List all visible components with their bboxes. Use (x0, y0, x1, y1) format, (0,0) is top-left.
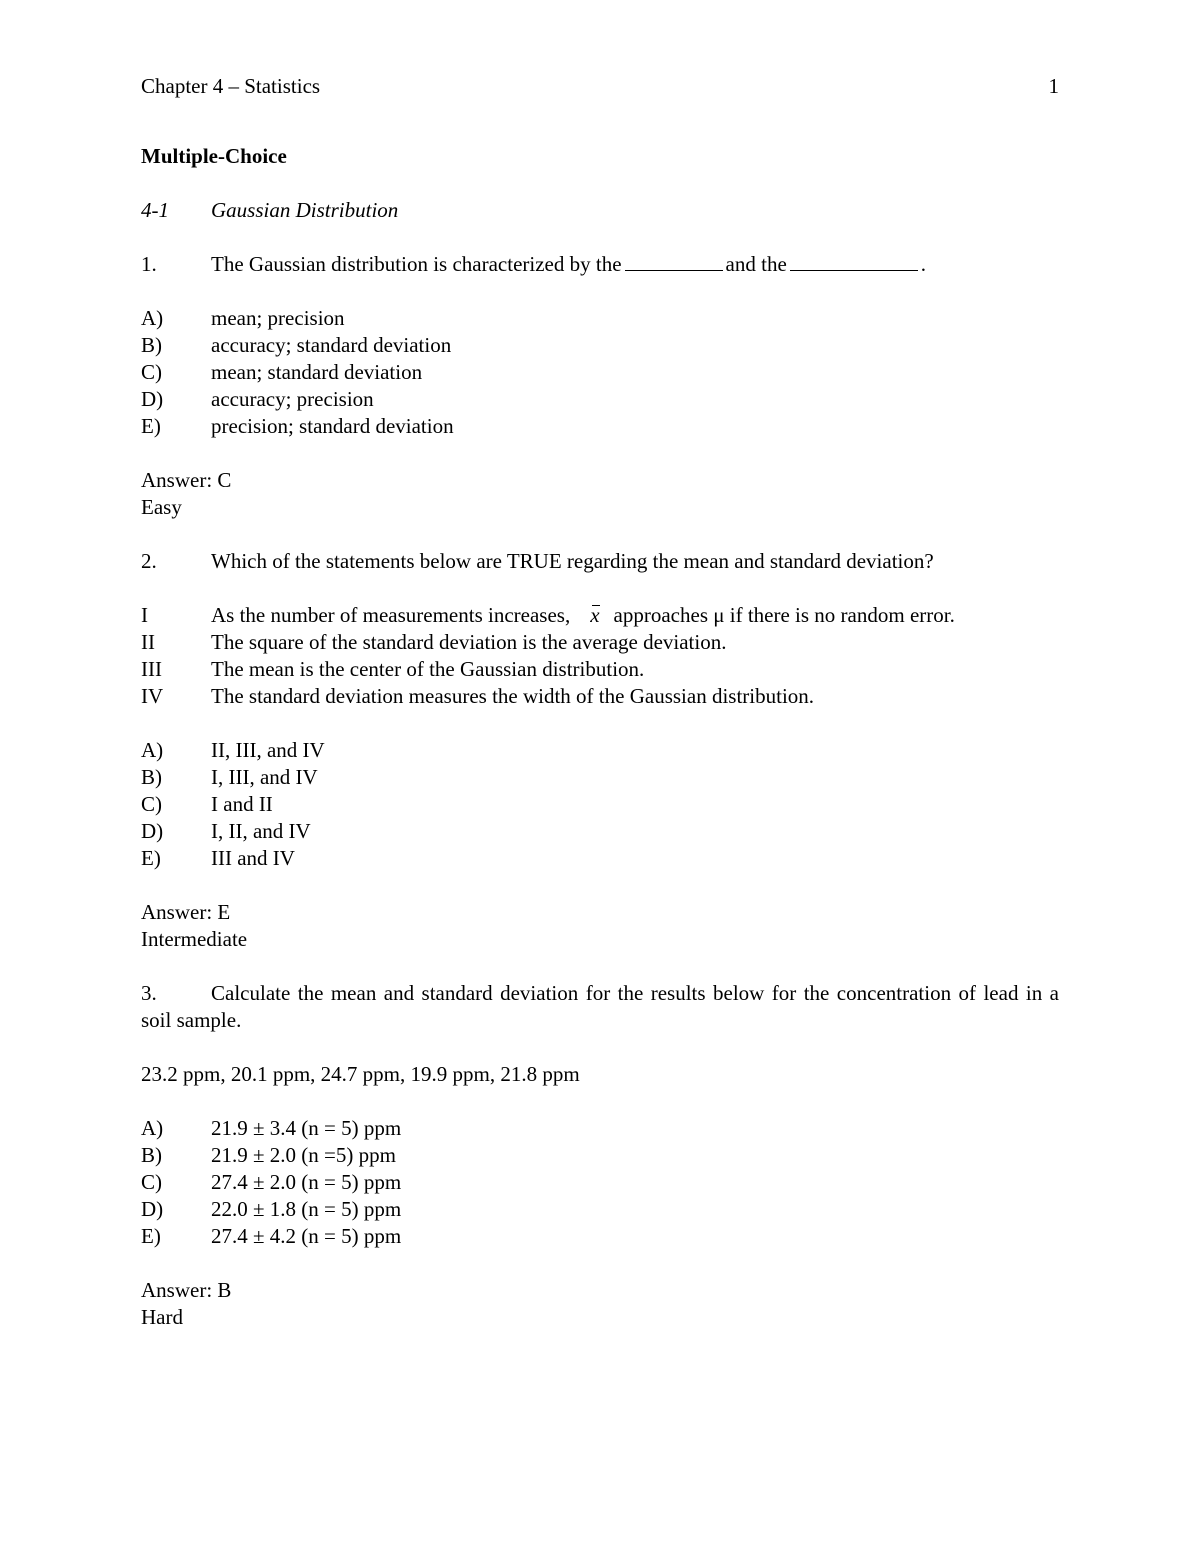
statement-text (211, 602, 955, 629)
option-label: C) (141, 1170, 162, 1194)
option-text: I, II, and IV (211, 819, 311, 843)
option-label: E) (141, 1224, 161, 1248)
statement-iii (141, 656, 1059, 683)
answer-line: Answer: E (141, 900, 231, 924)
subsection-title: Gaussian Distribution (211, 198, 399, 222)
statement-text: The standard deviation measures the width of the Gaussian distribution. (211, 684, 815, 708)
difficulty-line: Hard (141, 1305, 183, 1329)
option-text: 27.4 ± 4.2 (n = 5) ppm (211, 1224, 402, 1248)
statement-label: I (141, 603, 148, 627)
option-label: A) (141, 738, 164, 762)
question-text (211, 251, 926, 278)
option-label: D) (141, 819, 164, 843)
option-b (141, 1142, 1059, 1169)
statement-text-part: As the number of measurements increases, (211, 603, 571, 627)
option-text: precision; standard deviation (211, 414, 454, 438)
subsection-number: 4-1 (141, 198, 169, 222)
question-text-part: . (920, 252, 927, 276)
answer-line: Answer: B (141, 1278, 232, 1302)
option-a (141, 305, 1059, 332)
section-title: Multiple-Choice (141, 144, 287, 168)
option-label: C) (141, 360, 162, 384)
option-label: D) (141, 387, 164, 411)
option-e (141, 413, 1059, 440)
option-d (141, 1196, 1059, 1223)
x-bar-symbol: x (590, 603, 600, 627)
option-c (141, 1169, 1059, 1196)
option-text: I and II (211, 792, 273, 816)
option-label: B) (141, 765, 162, 789)
option-c (141, 791, 1059, 818)
statement-label: IV (141, 684, 164, 708)
option-label: E) (141, 414, 161, 438)
option-d (141, 818, 1059, 845)
statement-text: The mean is the center of the Gaussian distribution. (211, 657, 645, 681)
option-c (141, 359, 1059, 386)
question-number: 3. (141, 981, 157, 1005)
option-text: mean; precision (211, 306, 345, 330)
question-text-part: The Gaussian distribution is characterized by the (211, 252, 622, 276)
question-1 (141, 251, 1059, 278)
option-label: E) (141, 846, 161, 870)
question-text: Calculate the mean and standard deviation for the results below for the concentration of lead in a soil sample. (141, 981, 1059, 1032)
option-label: A) (141, 306, 164, 330)
answer-line: Answer: C (141, 468, 232, 492)
option-text: mean; standard deviation (211, 360, 423, 384)
answer-blank (790, 252, 918, 271)
page-number: 1 (1048, 74, 1059, 98)
option-text: accuracy; precision (211, 387, 374, 411)
statement-iv (141, 683, 1059, 710)
option-e (141, 1223, 1059, 1250)
statement-ii (141, 629, 1059, 656)
data-values: 23.2 ppm, 20.1 ppm, 24.7 ppm, 19.9 ppm, 21.8 ppm (141, 1062, 580, 1086)
option-b (141, 764, 1059, 791)
option-text: III and IV (211, 846, 295, 870)
option-d (141, 386, 1059, 413)
option-label: B) (141, 333, 162, 357)
subsection-heading (141, 197, 1059, 224)
option-b (141, 332, 1059, 359)
statement-label: II (141, 630, 155, 654)
option-text: 21.9 ± 3.4 (n = 5) ppm (211, 1116, 402, 1140)
chapter-title: Chapter 4 – Statistics (141, 74, 321, 98)
option-label: B) (141, 1143, 162, 1167)
answer-blank (625, 252, 723, 271)
option-text: 22.0 ± 1.8 (n = 5) ppm (211, 1197, 402, 1221)
option-label: C) (141, 792, 162, 816)
option-a (141, 1115, 1059, 1142)
option-label: A) (141, 1116, 164, 1140)
option-a (141, 737, 1059, 764)
option-text: II, III, and IV (211, 738, 325, 762)
document-page (141, 73, 1059, 1331)
question-2 (141, 548, 1059, 575)
option-text: 21.9 ± 2.0 (n =5) ppm (211, 1143, 396, 1167)
statement-i (141, 602, 1059, 629)
option-text: I, III, and IV (211, 765, 318, 789)
option-label: D) (141, 1197, 164, 1221)
option-e (141, 845, 1059, 872)
statement-label: III (141, 657, 162, 681)
question-number: 2. (141, 549, 157, 573)
difficulty-line: Easy (141, 495, 182, 519)
statement-text: The square of the standard deviation is the average deviation. (211, 630, 727, 654)
option-text: accuracy; standard deviation (211, 333, 452, 357)
page-header (141, 73, 1059, 100)
question-number: 1. (141, 252, 157, 276)
option-text: 27.4 ± 2.0 (n = 5) ppm (211, 1170, 402, 1194)
statement-text-part: approaches μ if there is no random error. (613, 603, 955, 627)
difficulty-line: Intermediate (141, 927, 248, 951)
question-text-part: and the (725, 252, 787, 276)
question-3 (141, 980, 1059, 1034)
question-text: Which of the statements below are TRUE regarding the mean and standard deviation? (211, 549, 934, 573)
